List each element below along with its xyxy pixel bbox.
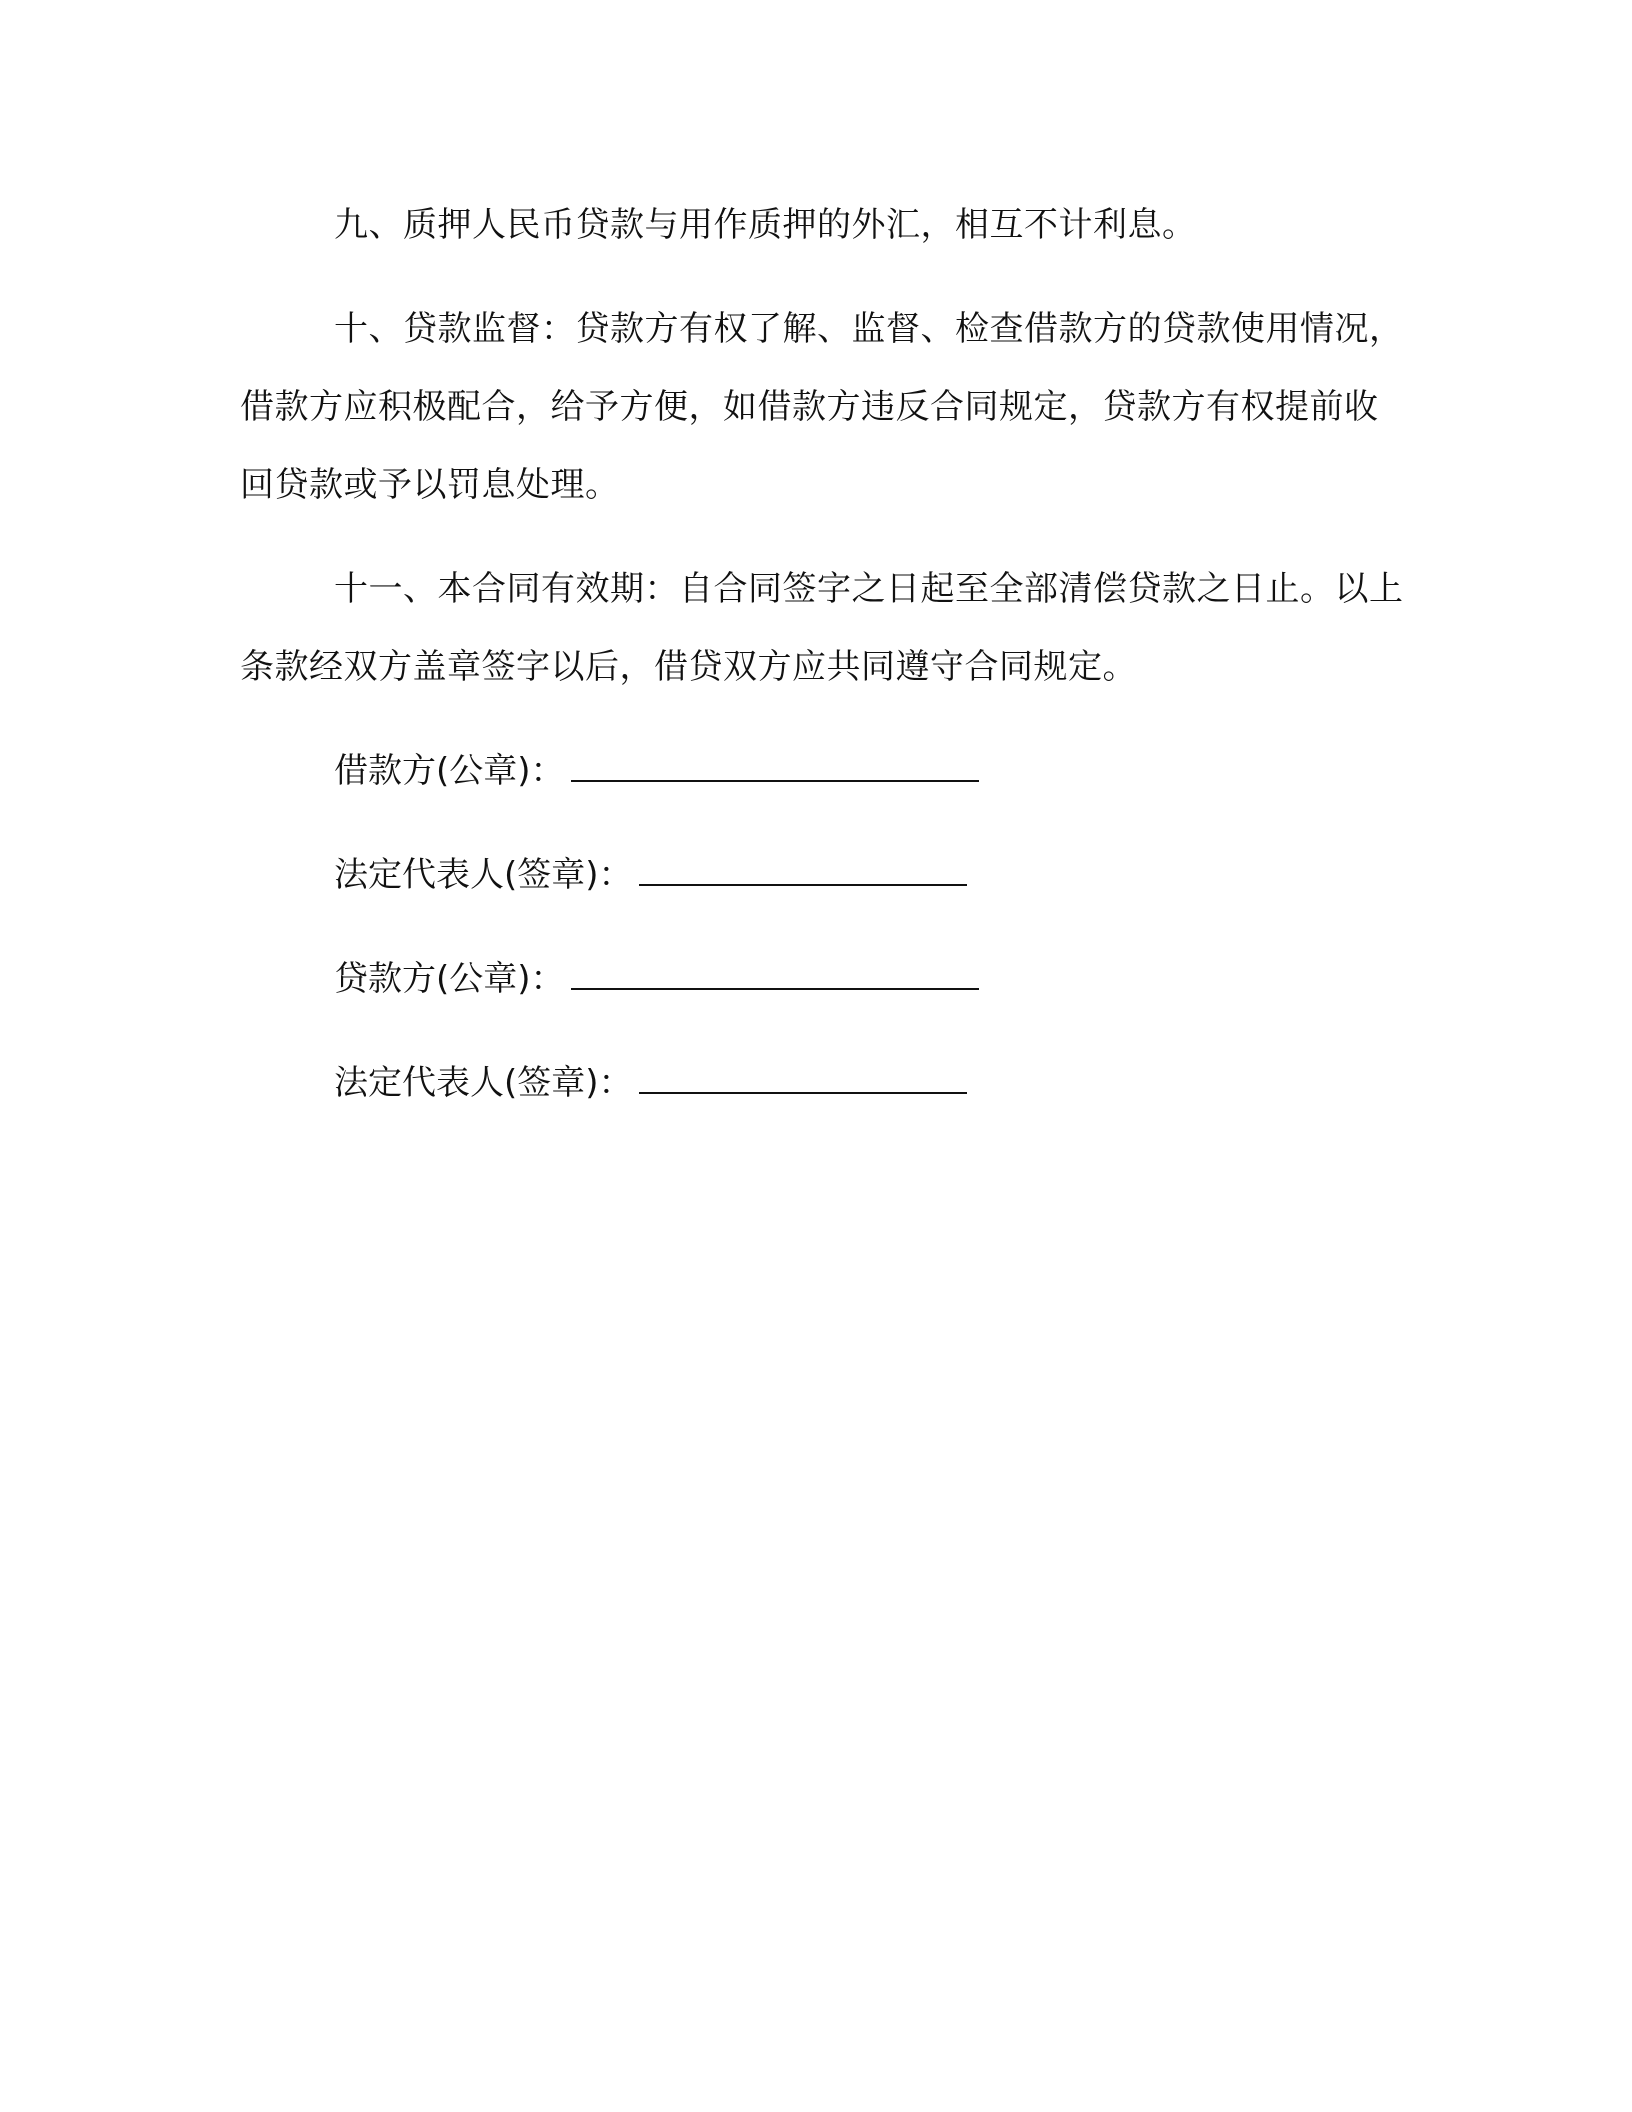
- lender-representative-line: [240, 1044, 1410, 1122]
- lender-representative-blank: [639, 1062, 967, 1094]
- clause-10: 十、贷款监督：贷款方有权了解、监督、检查借款方的贷款使用情况，借款方应积极配合，给予方便，如借款方违反合同规定，贷款方有权提前收回贷款或予以罚息处理。: [240, 309, 1404, 505]
- clause-11: 十一、本合同有效期：自合同签字之日起至全部清偿贷款之日止。以上条款经双方盖章签字以后，借贷双方应共同遵守合同规定。: [240, 569, 1404, 687]
- lender-representative-label: 法定代表人(签章)：: [334, 1063, 633, 1103]
- document-body: [240, 186, 1410, 1148]
- lender-seal-label: 贷款方(公章)：: [334, 959, 565, 999]
- borrower-seal-blank: [571, 750, 979, 782]
- borrower-seal-label: 借款方(公章)：: [334, 751, 565, 791]
- borrower-representative-line: [240, 836, 1410, 914]
- lender-seal-line: [240, 940, 1410, 1018]
- borrower-representative-label: 法定代表人(签章)：: [334, 855, 633, 895]
- lender-seal-blank: [571, 958, 979, 990]
- clause-9: 九、质押人民币贷款与用作质押的外汇，相互不计利息。: [334, 205, 1197, 245]
- borrower-seal-line: [240, 732, 1410, 810]
- borrower-representative-blank: [639, 854, 967, 886]
- signature-block: [240, 732, 1410, 1122]
